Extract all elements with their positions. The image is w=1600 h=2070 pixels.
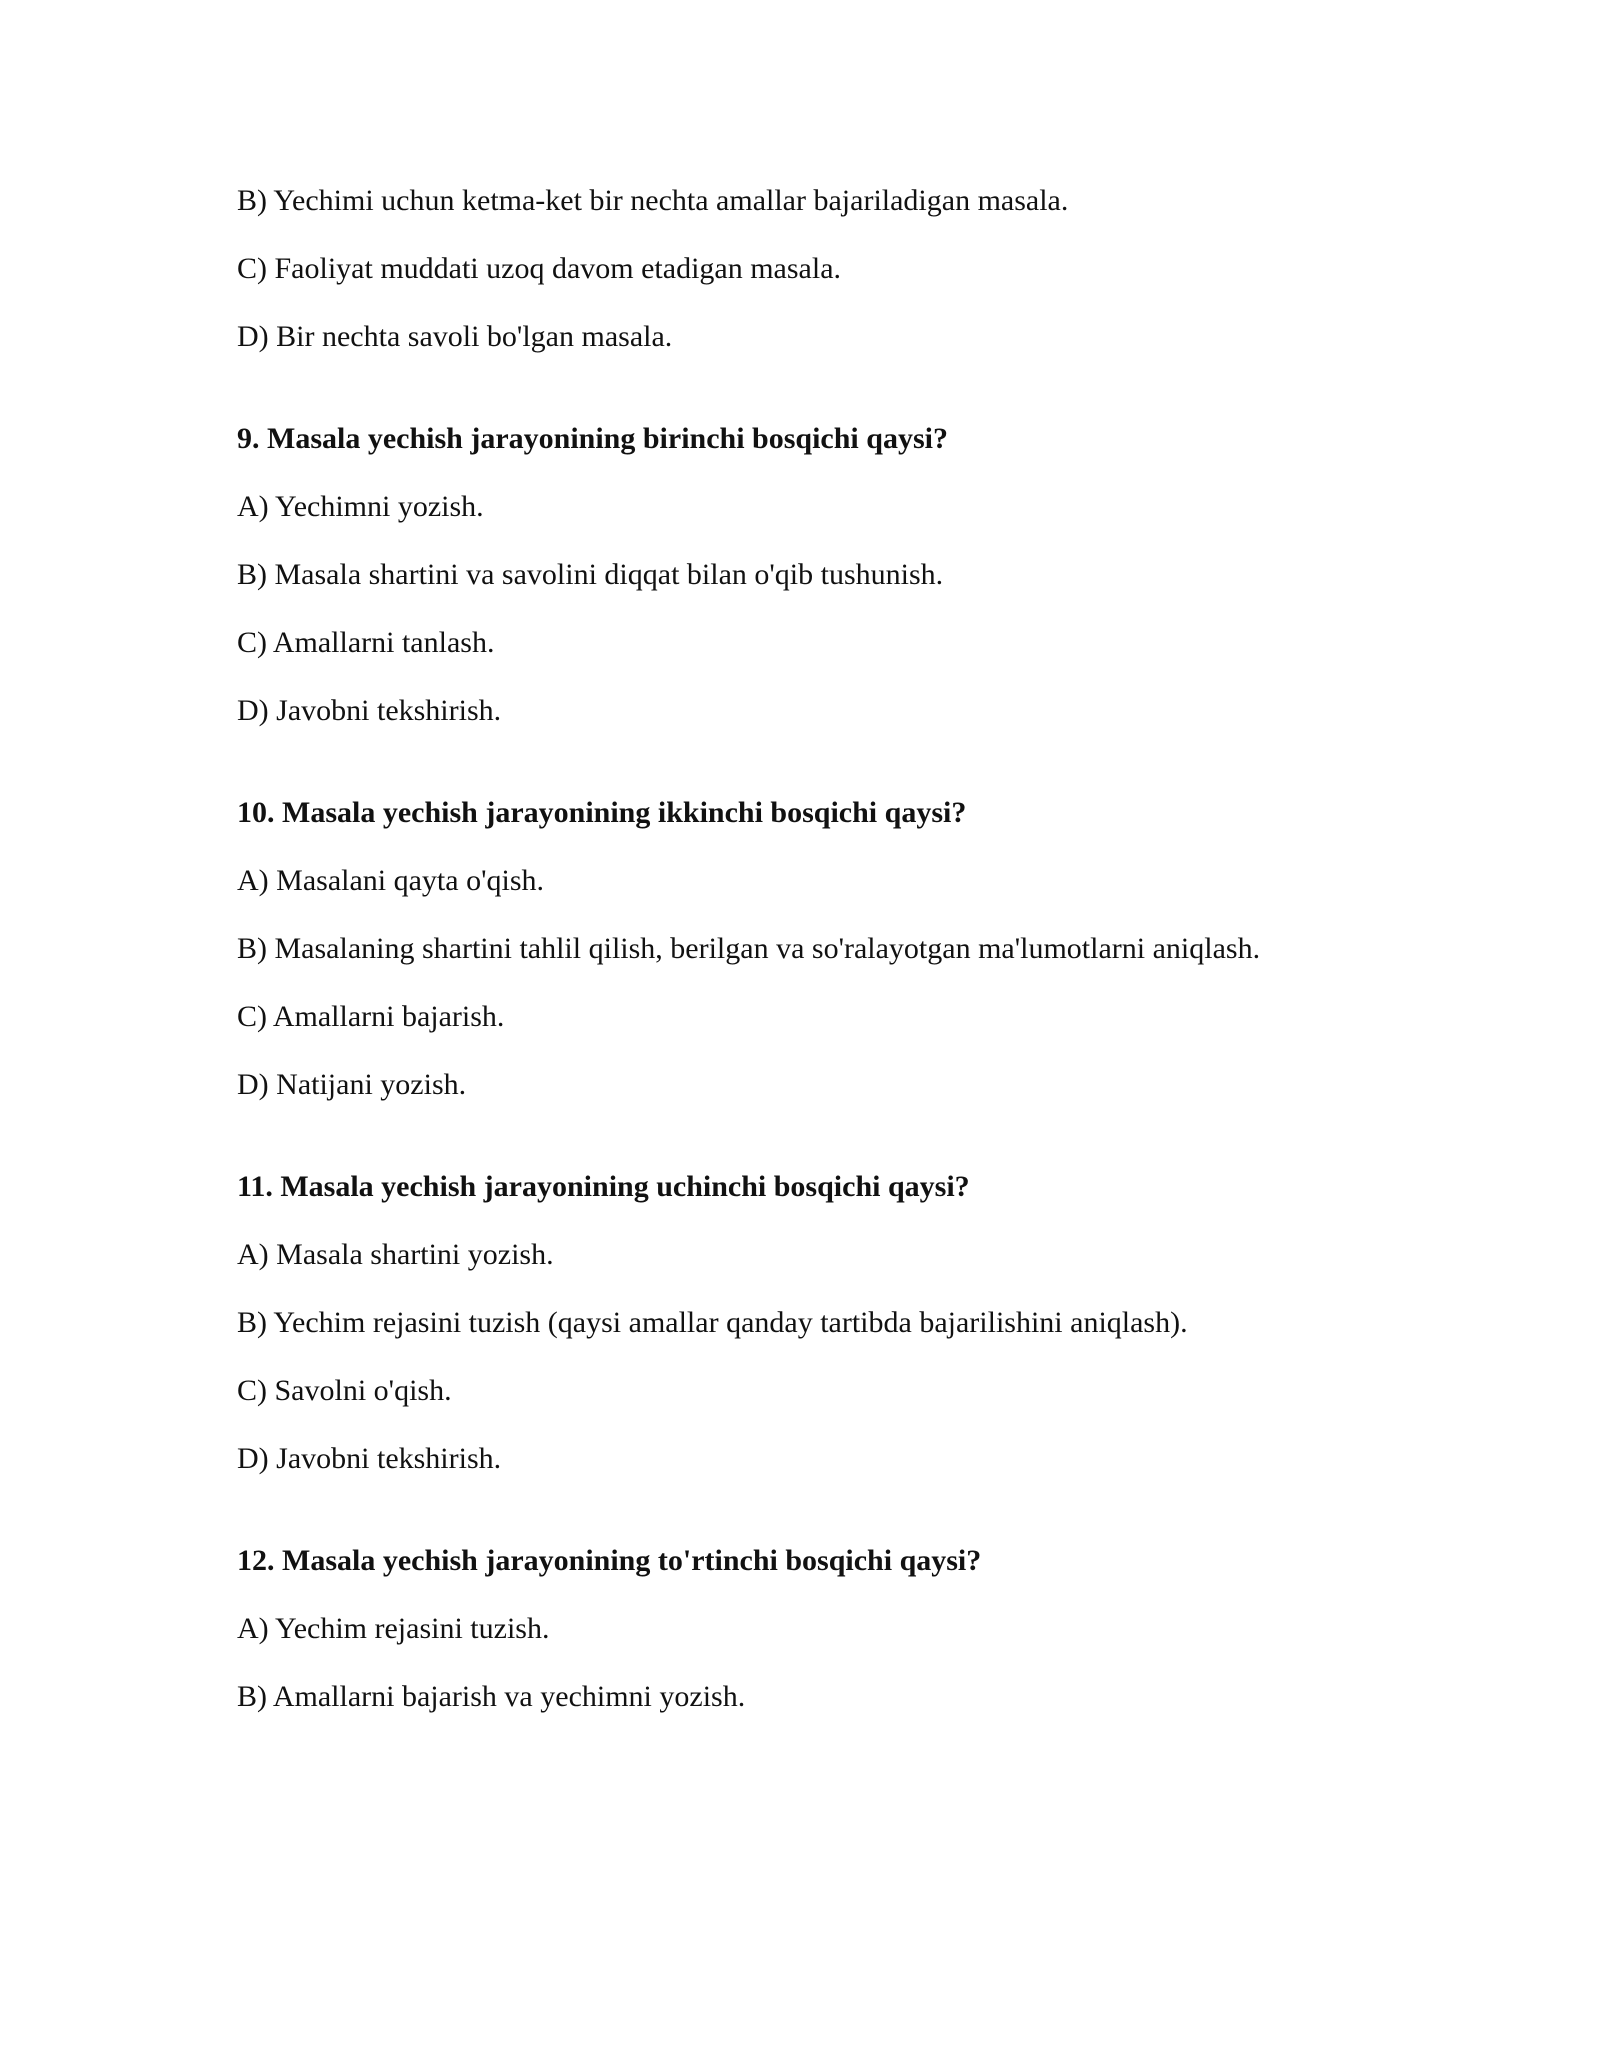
answer-option: C) Amallarni bajarish. — [237, 1000, 505, 1033]
answer-option: D) Bir nechta savoli bo'lgan masala. — [237, 320, 673, 353]
answer-option: C) Savolni o'qish. — [237, 1374, 452, 1407]
document-content — [237, 183, 1437, 1715]
question-title: 12. Masala yechish jarayonining to'rtinchi bosqichi qaysi? — [237, 1544, 982, 1577]
answer-option: B) Yechim rejasini tuzish (qaysi amallar qanday tartibda bajarilishini aniqlash). — [237, 1306, 1188, 1339]
question-12 — [237, 1543, 1437, 1715]
answer-option: A) Masalani qayta o'qish. — [237, 864, 545, 897]
answer-option: A) Masala shartini yozish. — [237, 1238, 554, 1271]
question-11 — [237, 1169, 1437, 1477]
answer-option: B) Yechimi uchun ketma-ket bir nechta amallar bajariladigan masala. — [237, 184, 1069, 217]
question-title: 9. Masala yechish jarayonining birinchi bosqichi qaysi? — [237, 422, 948, 455]
answer-option: B) Amallarni bajarish va yechimni yozish. — [237, 1680, 746, 1713]
answer-option: D) Javobni tekshirish. — [237, 1442, 502, 1475]
question-9 — [237, 421, 1437, 729]
answer-option: D) Javobni tekshirish. — [237, 694, 502, 727]
answer-option: B) Masala shartini va savolini diqqat bilan o'qib tushunish. — [237, 558, 944, 591]
answer-option: A) Yechim rejasini tuzish. — [237, 1612, 550, 1645]
answer-option: C) Faoliyat muddati uzoq davom etadigan masala. — [237, 252, 842, 285]
question-title: 10. Masala yechish jarayonining ikkinchi bosqichi qaysi? — [237, 796, 967, 829]
question-10 — [237, 795, 1437, 1103]
answer-option: B) Masalaning shartini tahlil qilish, berilgan va so'ralayotgan ma'lumotlarni aniqlash. — [237, 932, 1261, 965]
answer-option: C) Amallarni tanlash. — [237, 626, 495, 659]
continuation-block — [237, 183, 1437, 355]
answer-option: D) Natijani yozish. — [237, 1068, 467, 1101]
answer-option: A) Yechimni yozish. — [237, 490, 484, 523]
question-title: 11. Masala yechish jarayonining uchinchi bosqichi qaysi? — [237, 1170, 970, 1203]
